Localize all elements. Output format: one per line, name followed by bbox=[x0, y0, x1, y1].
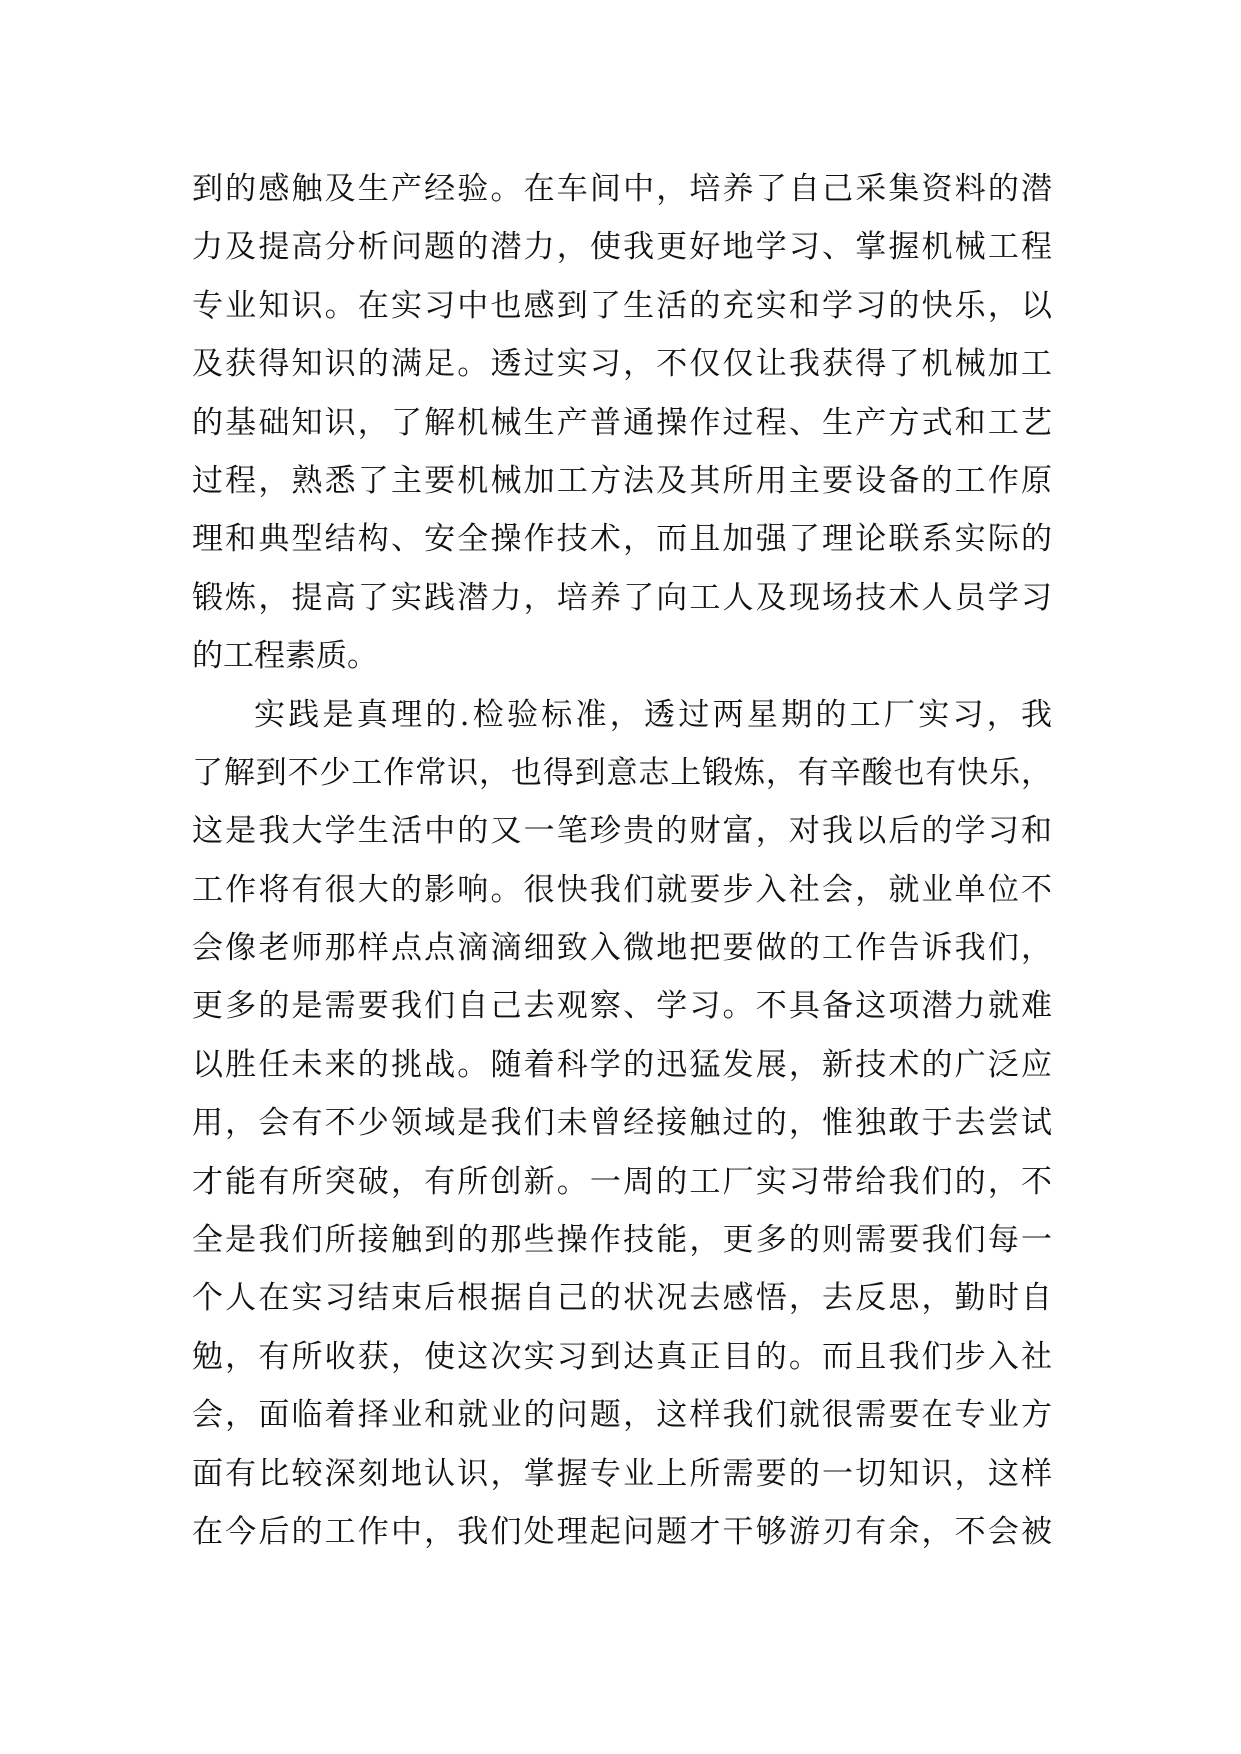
text-line: 专业知识。在实习中也感到了生活的充实和学习的快乐，以 bbox=[192, 287, 1052, 324]
text-line: 勉，有所收获，使这次实习到达真正目的。而且我们步入社 bbox=[192, 1338, 1052, 1375]
text-line: 这是我大学生活中的又一笔珍贵的财富，对我以后的学习和 bbox=[192, 813, 1052, 850]
text-line: 到的感触及生产经验。在车间中，培养了自己采集资料的潜 bbox=[192, 171, 1052, 207]
text-line: 才能有所突破，有所创新。一周的工厂实习带给我们的，不 bbox=[192, 1163, 1052, 1200]
text-line: 用，会有不少领域是我们未曾经接触过的，惟独敢于去尝试 bbox=[192, 1105, 1052, 1142]
text-line: 了解到不少工作常识，也得到意志上锻炼，有辛酸也有快乐， bbox=[192, 754, 1052, 791]
text-line: 力及提高分析问题的潜力，使我更好地学习、掌握机械工程 bbox=[192, 229, 1052, 266]
text-line: 工作将有很大的影响。很快我们就要步入社会，就业单位不 bbox=[192, 871, 1052, 908]
text-line: 过程，熟悉了主要机械加工方法及其所用主要设备的工作原 bbox=[192, 462, 1052, 499]
text-line: 的基础知识，了解机械生产普通操作过程、生产方式和工艺 bbox=[192, 404, 1052, 441]
paragraph-start-line: 实践是真理的.检验标准，透过两星期的工厂实习，我 bbox=[254, 696, 1052, 733]
text-line: 会，面临着择业和就业的问题，这样我们就很需要在专业方 bbox=[192, 1397, 1052, 1434]
text-line: 理和典型结构、安全操作技术，而且加强了理论联系实际的 bbox=[192, 521, 1052, 558]
text-line: 在今后的工作中，我们处理起问题才干够游刃有余，不会被 bbox=[192, 1513, 1052, 1550]
text-line: 以胜任未来的挑战。随着科学的迅猛发展，新技术的广泛应 bbox=[192, 1046, 1052, 1083]
text-line: 面有比较深刻地认识，掌握专业上所需要的一切知识，这样 bbox=[192, 1455, 1052, 1492]
text-line: 及获得知识的满足。透过实习，不仅仅让我获得了机械加工 bbox=[192, 346, 1052, 383]
text-line: 会像老师那样点点滴滴细致入微地把要做的工作告诉我们， bbox=[192, 930, 1052, 967]
text-line: 全是我们所接触到的那些操作技能，更多的则需要我们每一 bbox=[192, 1222, 1052, 1259]
body-text bbox=[192, 160, 1052, 1561]
paragraph-end-line: 的工程素质。 bbox=[192, 638, 378, 675]
text-line: 个人在实习结束后根据自己的状况去感悟，去反思，勤时自 bbox=[192, 1280, 1052, 1317]
text-line: 锻炼，提高了实践潜力，培养了向工人及现场技术人员学习 bbox=[192, 579, 1052, 616]
text-line: 更多的是需要我们自己去观察、学习。不具备这项潜力就难 bbox=[192, 988, 1052, 1025]
